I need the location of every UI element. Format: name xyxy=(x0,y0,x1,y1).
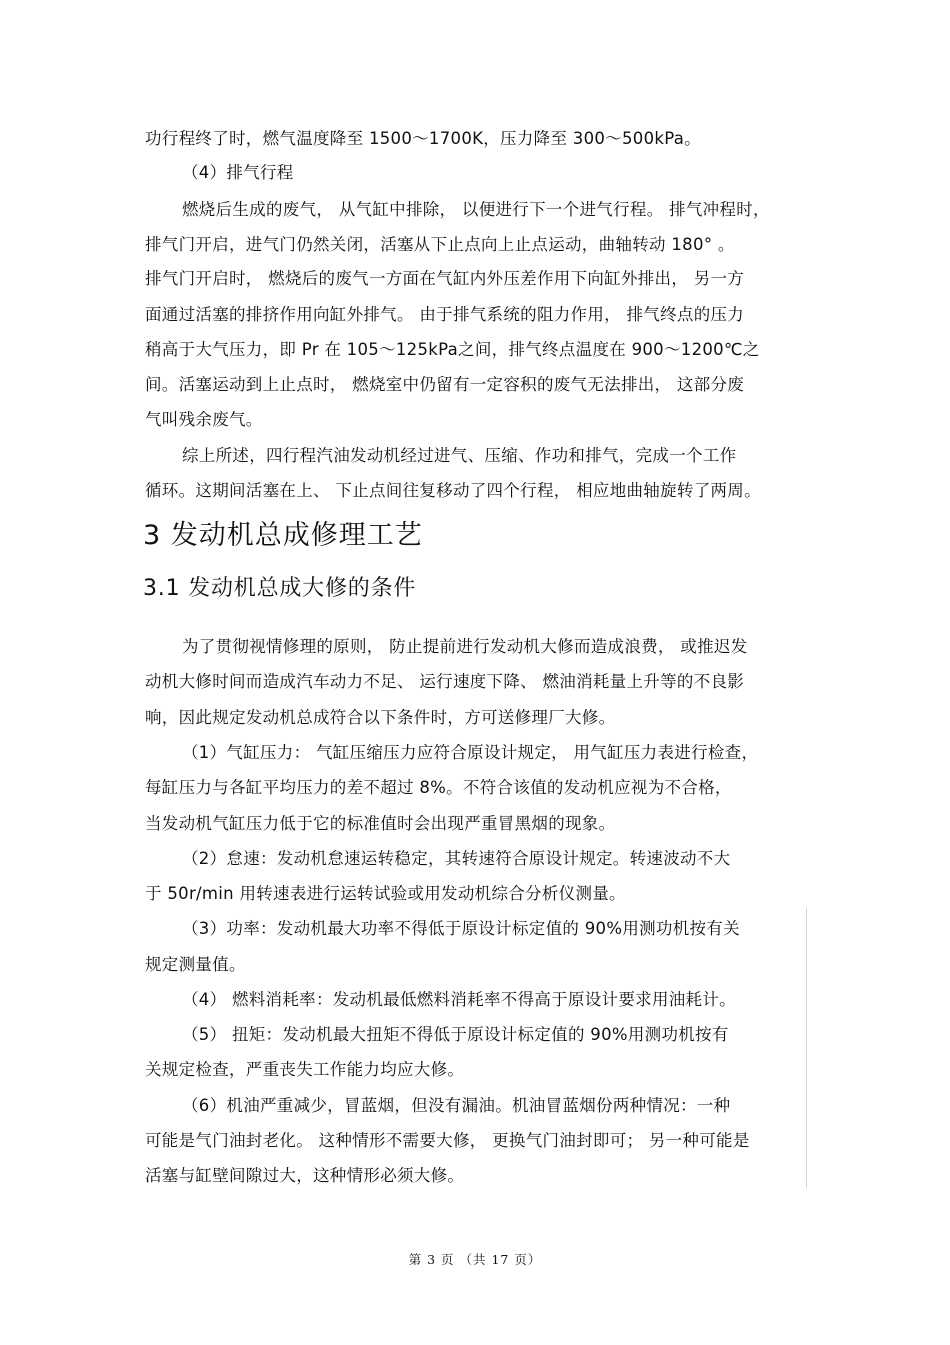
subsection-heading: 3.1 发动机总成大修的条件 xyxy=(143,576,417,601)
body-line: 面通过活塞的排挤作用向缸外排气。 由于排气系统的阻力作用， 排气终点的压力 xyxy=(145,305,745,324)
section-heading: 3 发动机总成修理工艺 xyxy=(143,520,423,551)
body-line: 功行程终了时，燃气温度降至 1500～1700K，压力降至 300～500kPa。 xyxy=(145,129,701,148)
body-line: 综上所述，四行程汽油发动机经过进气、压缩、作功和排气，完成一个工作 xyxy=(182,446,737,465)
body-line: 关规定检查，严重丧失工作能力均应大修。 xyxy=(145,1060,465,1079)
list-item-torque: （5） 扭矩：发动机最大扭矩不得低于原设计标定值的 90%用测功机按有 xyxy=(182,1025,729,1044)
body-line: 为了贯彻视情修理的原则， 防止提前进行发动机大修而造成浪费， 或推迟发 xyxy=(182,637,748,656)
list-item-fuel-consumption: （4） 燃料消耗率：发动机最低燃料消耗率不得高于原设计要求用油耗计。 xyxy=(182,990,736,1009)
body-line: 规定测量值。 xyxy=(145,955,246,974)
body-line: 排气门开启，进气门仍然关闭，活塞从下止点向上止点运动，曲轴转动 180° 。 xyxy=(145,235,735,254)
body-line: 循环。这期间活塞在上、 下止点间往复移动了四个行程， 相应地曲轴旋转了两周。 xyxy=(145,481,761,500)
body-line: 响，因此规定发动机总成符合以下条件时，方可送修理厂大修。 xyxy=(145,708,616,727)
body-line: 间。活塞运动到上止点时， 燃烧室中仍留有一定容积的废气无法排出， 这部分废 xyxy=(145,375,745,394)
body-line: 于 50r/min 用转速表进行运转试验或用发动机综合分析仪测量。 xyxy=(145,884,626,903)
subsection-heading-exhaust-stroke: （4）排气行程 xyxy=(182,163,294,182)
list-item-cylinder-pressure: （1）气缸压力： 气缸压缩压力应符合原设计规定， 用气缸压力表进行检查， xyxy=(182,743,759,762)
list-item-power: （3）功率：发动机最大功率不得低于原设计标定值的 90%用测功机按有关 xyxy=(182,919,740,938)
body-line: 当发动机气缸压力低于它的标准值时会出现严重冒黑烟的现象。 xyxy=(145,814,616,833)
body-line: 稍高于大气压力，即 Pr 在 105～125kPa之间，排气终点温度在 900～1200℃之 xyxy=(145,340,760,359)
body-line: 燃烧后生成的废气， 从气缸中排除， 以便进行下一个进气行程。 排气冲程时， xyxy=(182,200,770,219)
body-line: 活塞与缸壁间隙过大，这种情形必须大修。 xyxy=(145,1166,465,1185)
margin-rule xyxy=(806,908,807,1188)
page-footer: 第 3 页 （共 17 页） xyxy=(408,1252,542,1267)
body-line: 每缸压力与各缸平均压力的差不超过 8%。不符合该值的发动机应视为不合格， xyxy=(145,778,732,797)
body-line: 动机大修时间而造成汽车动力不足、 运行速度下降、 燃油消耗量上升等的不良影 xyxy=(145,672,745,691)
body-line: 可能是气门油封老化。 这种情形不需要大修， 更换气门油封即可； 另一种可能是 xyxy=(145,1131,750,1150)
list-item-idle-speed: （2）怠速：发动机怠速运转稳定，其转速符合原设计规定。转速波动不大 xyxy=(182,849,731,868)
body-line: 气叫残余废气。 xyxy=(145,410,263,429)
body-line: 排气门开启时， 燃烧后的废气一方面在气缸内外压差作用下向缸外排出， 另一方 xyxy=(145,269,745,288)
list-item-oil-consumption: （6）机油严重减少，冒蓝烟，但没有漏油。机油冒蓝烟份两种情况：一种 xyxy=(182,1096,731,1115)
